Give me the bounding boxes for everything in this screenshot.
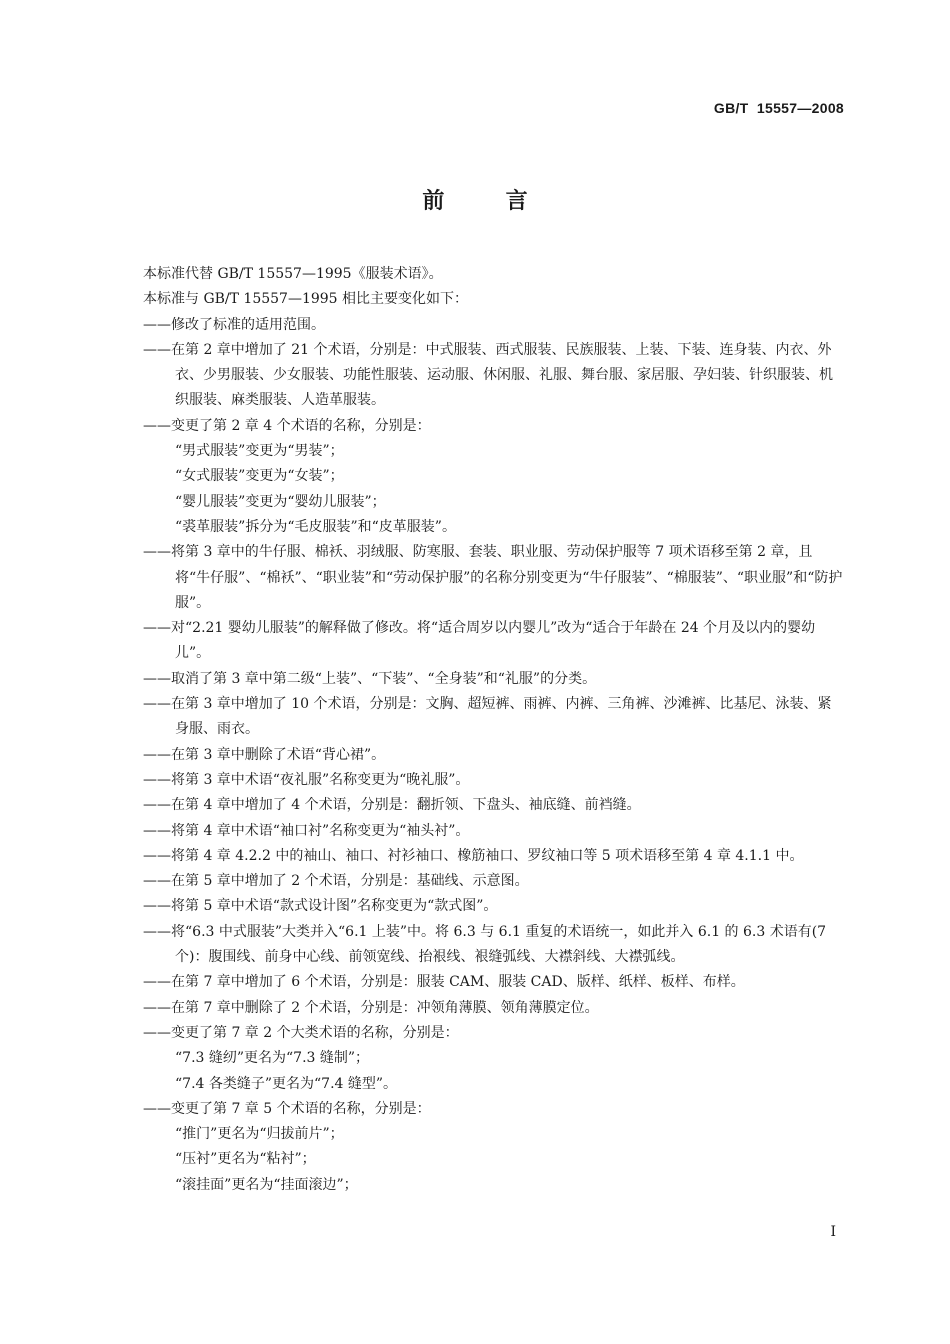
change-item: ——在第 7 章中删除了 2 个术语，分别是：冲领角薄膜、领角薄膜定位。 [143,999,599,1016]
change-item: ——将第 3 章中术语“夜礼服”名称变更为“晚礼服”。 [143,771,470,788]
change-item: ——变更了第 2 章 4 个术语的名称，分别是： [143,417,431,434]
change-item: ——变更了第 7 章 2 个大类术语的名称，分别是： [143,1024,459,1041]
change-item: ——在第 7 章中增加了 6 个术语，分别是：服装 CAM、服装 CAD、版样、纸样、板样、布样。 [143,974,745,991]
change-subitem: “推门”更名为“归拔前片”； [175,1126,344,1143]
change-subitem: “裘革服装”拆分为“毛皮服装”和“皮革服装”。 [175,518,456,535]
change-item: ——将第 5 章中术语“款式设计图”名称变更为“款式图”。 [143,898,498,915]
change-subitem: “男式服装”变更为“男装”； [175,443,344,460]
change-item: ——将第 4 章中术语“袖口衬”名称变更为“袖头衬”。 [143,822,470,839]
change-item: ——修改了标准的适用范围。 [143,316,325,333]
change-subitem: “滚挂面”更名为“挂面滚边”； [175,1176,358,1193]
change-item: ——变更了第 7 章 5 个术语的名称，分别是： [143,1100,431,1117]
change-item: ——对“2.21 婴幼儿服装”的解释做了修改。将“适合周岁以内婴儿”改为“适合于年龄在 24 个月及以内的婴幼儿”。 [143,620,816,662]
intro-line: 本标准代替 GB/T 15557—1995《服装术语》。 [143,266,443,282]
change-subitem: “压衬”更名为“粘衬”； [175,1151,316,1168]
change-item: ——在第 2 章中增加了 21 个术语，分别是：中式服装、西式服装、民族服装、上装、下装、连身装、内衣、外衣、少男服装、少女服装、功能性服装、运动服、休闲服、礼服、舞台服、家居服、孕妇装、针织服装、机织服装、麻类服装、人造革服装。 [143,341,833,409]
change-item: ——将“6.3 中式服装”大类并入“6.1 上装”中。将 6.3 与 6.1 重复的术语统一，如此并入 6.1 的 6.3 术语有(7 个)：腹围线、前身中心线、前领宽线、抬裉线、裉缝弧线、大襟斜线、大襟弧线。 [143,923,827,966]
change-subitem: “7.4 各类缝子”更名为“7.4 缝型”。 [175,1075,398,1092]
change-subitem: “婴儿服装”变更为“婴幼儿服装”； [175,493,386,510]
document-body [143,262,843,1198]
change-item: ——在第 4 章中增加了 4 个术语，分别是：翻折领、下盘头、袖底缝、前裆缝。 [143,797,641,814]
change-subitem: “女式服装”变更为“女装”； [175,468,344,485]
change-item: ——在第 3 章中删除了术语“背心裙”。 [143,746,386,763]
change-item: ——在第 5 章中增加了 2 个术语，分别是：基础线、示意图。 [143,873,529,890]
change-item: ——将第 4 章 4.2.2 中的袖山、袖口、衬衫袖口、橡筋袖口、罗纹袖口等 5 项术语移至第 4 章 4.1.1 中。 [143,847,804,864]
change-item: ——将第 3 章中的牛仔服、棉袄、羽绒服、防寒服、套装、职业服、劳动保护服等 7 项术语移至第 2 章，且将“牛仔服”、“棉袄”、“职业装”和“劳动保护服”的名称分别变更为“牛仔服装”、“棉服装”、“职业服”和“防护服”。 [143,544,843,611]
intro-line: 本标准与 GB/T 15557—1995 相比主要变化如下： [143,291,469,308]
standard-number: GB/T 15557—2008 [713,100,844,116]
page-number: I [830,1224,836,1240]
page-title: 前 言 [422,189,528,214]
change-item: ——取消了第 3 章中第二级“上装”、“下装”、“全身装”和“礼服”的分类。 [143,670,597,687]
change-item: ——在第 3 章中增加了 10 个术语，分别是：文胸、超短裤、雨裤、内裤、三角裤、沙滩裤、比基尼、泳装、紧身服、雨衣。 [143,696,832,738]
change-subitem: “7.3 缝纫”更名为“7.3 缝制”； [175,1050,370,1067]
